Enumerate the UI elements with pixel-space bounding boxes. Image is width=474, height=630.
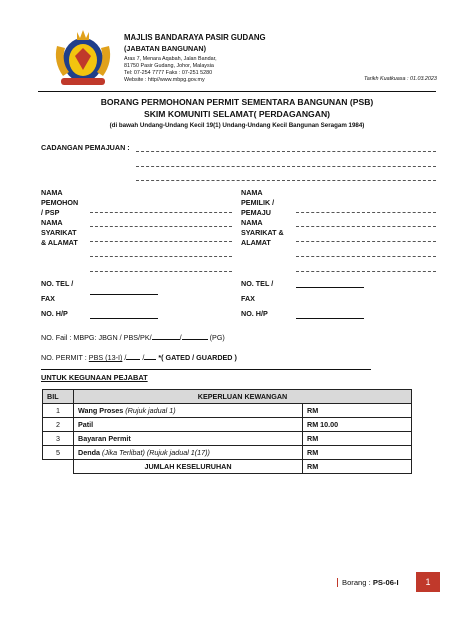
table-row — [43, 446, 412, 460]
row-item-label: Denda — [78, 448, 100, 457]
address-line-1: Aras 7, Menara Aqabah, Jalan Bandar, — [124, 56, 217, 62]
total-label: JUMLAH KESELURUHAN — [74, 460, 303, 474]
permit-slash-2: / — [142, 353, 145, 362]
row-amount[interactable]: RM — [303, 446, 412, 460]
cadangan-line-3[interactable] — [136, 180, 436, 181]
owner-label-line: SYARIKAT & — [241, 228, 284, 237]
applicant-hp-label: NO. H/P — [41, 309, 68, 318]
owner-field-2[interactable] — [296, 226, 436, 227]
applicant-label-line: NAMA — [41, 218, 63, 227]
applicant-tel-field[interactable] — [90, 294, 158, 295]
applicant-label-line: PEMOHON — [41, 198, 79, 207]
address-line-2: 81750 Pasir Gudang, Johor, Malaysia — [124, 63, 214, 69]
owner-label-line: PEMILIK / — [241, 198, 275, 207]
file-no-blank[interactable] — [152, 339, 180, 340]
applicant-field-1[interactable] — [90, 212, 232, 213]
row-amount[interactable]: RM 10.00 — [303, 418, 412, 432]
permit-suffix: *( GATED / GUARDED ) — [158, 353, 237, 362]
col-keperluan-header: KEPERLUAN KEWANGAN — [74, 390, 412, 404]
permit-slash: / — [124, 353, 127, 362]
row-item-note: (Rujuk jadual 1) — [125, 406, 176, 415]
applicant-label-line: / PSP — [41, 208, 60, 217]
applicant-label-line: SYARIKAT — [41, 228, 77, 237]
form-code: PS-06-I — [372, 578, 399, 587]
file-no-blank-2[interactable] — [182, 339, 208, 340]
permit-no-blank[interactable] — [126, 359, 140, 360]
row-item-label: Bayaran Permit — [78, 434, 131, 443]
row-amount[interactable]: RM — [303, 404, 412, 418]
row-bil: 2 — [43, 418, 74, 432]
cadangan-label: CADANGAN PEMAJUAN : — [41, 143, 130, 152]
title-line-1: BORANG PERMOHONAN PERMIT SEMENTARA BANGUNAN (PSB) — [100, 97, 374, 107]
row-amount[interactable]: RM — [303, 432, 412, 446]
owner-label-line: PEMAJU — [241, 208, 271, 217]
owner-field-4[interactable] — [296, 256, 436, 257]
title-line-3: (di bawah Undang-Undang Kecil 19(1) Undang-Undang Kecil Bangunan Seragam 1984) — [109, 122, 365, 129]
owner-tel-label: NO. TEL / — [241, 279, 274, 288]
row-item-label: Patil — [78, 420, 94, 429]
permit-code: PBS (13-I) — [88, 353, 123, 362]
permit-no-label: NO. PERMIT : — [41, 353, 89, 362]
owner-field-1[interactable] — [296, 212, 436, 213]
applicant-hp-field[interactable] — [90, 318, 158, 319]
row-bil: 1 — [43, 404, 74, 418]
row-item — [74, 446, 303, 460]
col-bil-header: BIL — [43, 390, 74, 404]
row-bil: 3 — [43, 432, 74, 446]
owner-tel-field[interactable] — [296, 287, 364, 288]
owner-label-line: ALAMAT — [241, 238, 271, 247]
applicant-field-3[interactable] — [90, 241, 232, 242]
department-name: (JABATAN BANGUNAN) — [124, 44, 206, 53]
header-divider — [38, 91, 436, 92]
website: Website : http//www.mbpg.gov.my — [124, 77, 205, 83]
org-name: MAJLIS BANDARAYA PASIR GUDANG — [124, 33, 266, 42]
office-use-heading: UNTUK KEGUNAAN PEJABAT — [41, 373, 148, 382]
mbpg-logo — [47, 26, 119, 88]
owner-label-line: NAMA — [241, 218, 263, 227]
applicant-label-line: NAMA — [41, 188, 63, 197]
applicant-tel-label: NO. TEL / — [41, 279, 74, 288]
applicant-field-4[interactable] — [90, 256, 232, 257]
applicant-field-5[interactable] — [90, 271, 232, 272]
page-number-badge — [416, 572, 440, 592]
form-code-footer — [337, 578, 399, 587]
total-blank — [43, 460, 74, 474]
owner-field-5[interactable] — [296, 271, 436, 272]
row-item — [74, 404, 303, 418]
cadangan-line-2[interactable] — [136, 166, 436, 167]
owner-fax-label: FAX — [241, 294, 255, 303]
file-no-suffix: (PG) — [209, 333, 225, 342]
file-no-row: NO. Fail : MBPG: JBGN / PBS/PK/ / (PG) — [41, 333, 225, 342]
applicant-label-line: & ALAMAT — [41, 238, 78, 247]
owner-hp-label: NO. H/P — [241, 309, 268, 318]
page-number: 1 — [425, 577, 431, 587]
form-code-label: Borang : — [342, 578, 373, 587]
table-header-row — [43, 390, 412, 404]
total-row — [43, 460, 412, 474]
row-item-label: Wang Proses — [78, 406, 124, 415]
total-amount[interactable]: RM — [303, 460, 412, 474]
office-section-divider — [41, 369, 371, 370]
owner-label-line: NAMA — [241, 188, 263, 197]
table-row — [43, 418, 412, 432]
row-item — [74, 418, 303, 432]
title-line-2: SKIM KOMUNITI SELAMAT( PERDAGANGAN) — [143, 109, 331, 119]
table-row — [43, 432, 412, 446]
applicant-field-2[interactable] — [90, 226, 232, 227]
financial-table — [42, 389, 412, 474]
file-no-label: NO. Fail : MBPG: JBGN / PBS/PK/ — [41, 333, 152, 342]
permit-no-blank-2[interactable] — [144, 359, 156, 360]
cadangan-line-1[interactable] — [136, 151, 436, 152]
phone-fax: Tel: 07-254 7777 Faks : 07-251 5280 — [124, 70, 213, 76]
effective-date: Tarikh Kuatkuasa : 01.03.2023 — [364, 76, 437, 82]
table-row — [43, 404, 412, 418]
row-bil: 5 — [43, 446, 74, 460]
row-item-note: (Jika Terlibat) (Rujuk jadual 1(17)) — [101, 448, 210, 457]
permit-no-row — [41, 353, 237, 362]
owner-hp-field[interactable] — [296, 318, 364, 319]
owner-field-3[interactable] — [296, 241, 436, 242]
applicant-fax-label: FAX — [41, 294, 55, 303]
row-item — [74, 432, 303, 446]
